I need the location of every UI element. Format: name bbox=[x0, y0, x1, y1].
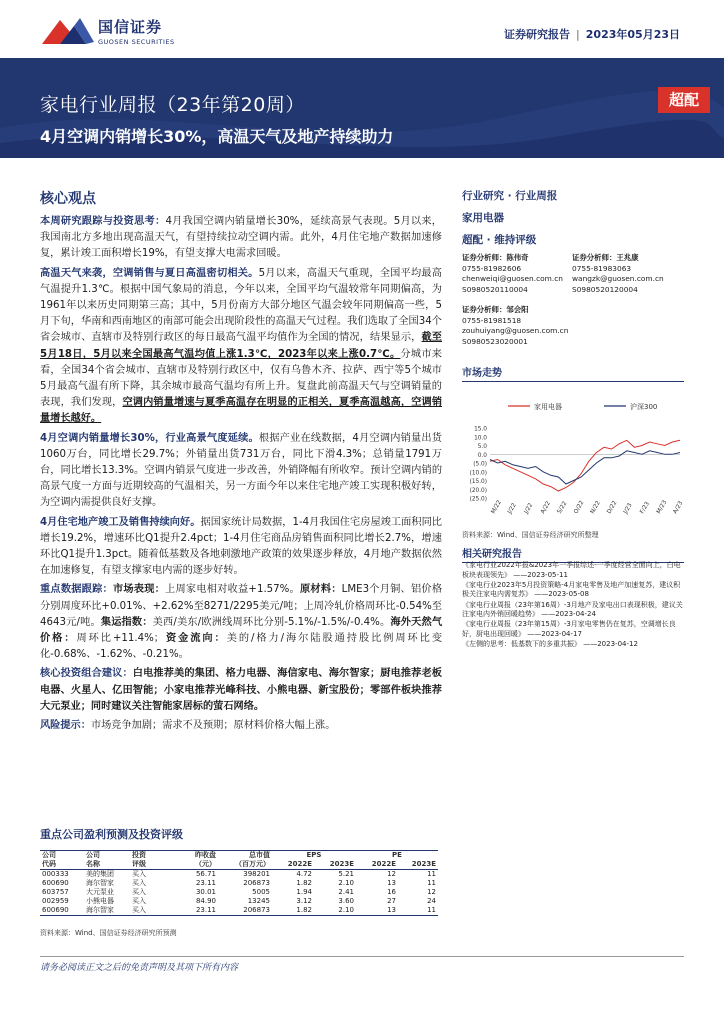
analyst-cert: S0980520110004 bbox=[462, 284, 528, 294]
col-price-header: （元） bbox=[172, 860, 218, 870]
paragraph-head: 核心投资组合建议： bbox=[40, 668, 133, 680]
cell-name: 大元泵业 bbox=[86, 888, 114, 896]
x-tick-label: J/22 bbox=[507, 502, 518, 515]
x-tick-label: A/22 bbox=[540, 500, 553, 515]
analyst-cert: S0980523020001 bbox=[462, 336, 528, 346]
col-rating-header: 投资 bbox=[130, 851, 172, 861]
y-tick-label: (20.0) bbox=[469, 487, 487, 494]
analyst-phone: 0755-81982606 bbox=[462, 263, 522, 273]
paragraph-underline: 空调内销量增速与夏季高温存在明显的正相关，夏季高温越高，空调销量增长越好。 bbox=[40, 397, 443, 425]
cell-name: 海尔智家 bbox=[84, 906, 130, 916]
cell-eps23: 2.41 bbox=[338, 888, 354, 896]
cell-eps23: 5.21 bbox=[338, 870, 354, 878]
paragraph-body: 5月以来，高温天气重现，全国平均最高气温提升1.3℃。根据中国气象局的消息，今年以来，全国平均气温较常年同期偏高，为1961年以来历史同期第三高；其中，5月份南方大部分地区气温会较年同期偏高一些，5月下旬，华南和西南地区的南部可能会出现阶段性的高温天气过程。我们选取了全国34个省会城市、直辖市及特别行政区的每日最高气温平均值作为全国的情况，结果显示， bbox=[40, 267, 442, 344]
text-gas: 周环比+11.4%； bbox=[76, 633, 164, 645]
col-mcap-header: （百万元） bbox=[218, 860, 272, 870]
paragraph-head: 4月空调内销量增长30%，行业高景气度延续。 bbox=[40, 432, 259, 444]
cell-price: 84.90 bbox=[195, 897, 216, 905]
forecast-table-title: 重点公司盈利预测及投资评级 bbox=[40, 828, 183, 841]
title-banner bbox=[0, 58, 724, 158]
paragraph-real-estate bbox=[40, 515, 442, 580]
sidebar-category: 行业研究 · 行业周报 bbox=[462, 190, 558, 202]
rating-tag: 超配 bbox=[658, 87, 710, 113]
cell-name: 小熊电器 bbox=[86, 897, 114, 905]
footer-divider bbox=[40, 956, 684, 957]
analyst-name: 陈伟奇 bbox=[506, 253, 529, 262]
cell-code: 600690 bbox=[42, 879, 69, 887]
cell-eps22: 1.82 bbox=[272, 906, 314, 916]
col-pe-2023-header: 2023E bbox=[398, 860, 438, 870]
paragraph-body: 分城市来看，全国34个省会城市、直辖市及特别行政区中，仅有乌鲁木齐、拉萨、西宁等5个城市5月最高气温有所下降，其余城市最高气温均有所上升。复盘此前高温天气与空调销量的表现，我们发现， bbox=[40, 348, 442, 409]
related-report-item: 《家电行业2023年5月投资策略-4月家电零售及地产加速复苏，建议积极关注家电内需复苏》 ——2023-05-08 bbox=[462, 580, 681, 599]
col-eps-header: EPS bbox=[272, 851, 356, 861]
analyst-email: wangzk@guosen.com.cn bbox=[572, 274, 664, 284]
paragraph-body: 据国家统计局数据，1-4月我国住宅房屋竣工面积同比增长19.2%，增速环比Q1提升2.4pct；1-4月住宅商品房销售面积同比增长2.7%，增速环比Q1提升1.3pct。随着低基数及各地刺激地产政策的效果逐步释放，4月地产数据依然在加速修复，有望支撑家电内需的逐步好转。 bbox=[40, 516, 442, 577]
paragraph-body: 根据产业在线数据，4月空调内销量出货1060万台，同比增长29.7%；外销量出货731万台，同比下滑4.3%；总销量1791万台，同比增长13.3%。空调内销景气度进一步改善，外销降幅有所收窄。预计空调内销的高景气度一方面与近期较高的气温相关，另一方面今年以来住宅地产竣工实现积极好转，为空调内需提供良好支撑。 bbox=[40, 432, 442, 509]
table-row bbox=[40, 897, 438, 906]
col-code-header: 代码 bbox=[40, 860, 84, 870]
paragraph-body: 白电推荐美的集团、格力电器、海信家电、海尔智家；厨电推荐老板电器、火星人、亿田智能；小家电推荐光峰科技、小熊电器、新宝股份；零部件板块推荐大元泵业；同时建议关注智能家居标的萤石网络。 bbox=[40, 668, 442, 712]
core-views bbox=[40, 188, 442, 737]
col-pe-header: PE bbox=[356, 851, 438, 861]
cell-mcap: 206873 bbox=[218, 906, 272, 916]
report-subtitle: 4月空调内销增长30%，高温天气及地产持续助力 bbox=[40, 127, 394, 146]
related-report-item: 《家电行业2022年报&2023年一季报综述-一季度经营全面向上，白电板块表现领先》 ——2023-05-11 bbox=[462, 561, 681, 579]
cell-pe23: 24 bbox=[427, 897, 436, 905]
x-tick-label: D/22 bbox=[606, 500, 619, 515]
analyst-cert: S0980520120004 bbox=[572, 284, 638, 294]
cell-name: 海尔智家 bbox=[86, 879, 114, 887]
y-tick-label: 5.0 bbox=[477, 444, 487, 450]
paragraph-body: 市场竞争加剧；需求不及预期；原材料价格大幅上涨。 bbox=[90, 720, 336, 732]
text-fund: 美的/格力/海尔陆股通持股比例周环比变化-0.68%、-1.62%、-0.21%。 bbox=[40, 633, 443, 661]
cell-rating: 买入 bbox=[132, 897, 146, 905]
paragraph-head: 高温天气来袭，空调销售与夏日高温密切相关。 bbox=[40, 267, 259, 279]
logo-cn-text: 国信证券 bbox=[98, 18, 163, 36]
y-tick-label: (10.0) bbox=[469, 470, 487, 477]
guosen-logo bbox=[40, 14, 190, 54]
report-date: 2023年05月23日 bbox=[585, 28, 680, 41]
table-header-row bbox=[40, 851, 438, 861]
paragraph-weekly-research bbox=[40, 214, 442, 263]
cell-pe23: 11 bbox=[398, 906, 438, 916]
analyst-phone: 0755-81983063 bbox=[572, 263, 632, 273]
paragraph-high-temperature bbox=[40, 266, 442, 428]
col-pe-2022-header: 2022E bbox=[356, 860, 398, 870]
cell-pe23: 11 bbox=[427, 870, 436, 878]
paragraph-key-data bbox=[40, 582, 442, 663]
analyst-phone: 0755-81981518 bbox=[462, 315, 522, 325]
sidebar bbox=[462, 188, 684, 254]
analyst-email: zouhuiyang@guosen.com.cn bbox=[462, 326, 569, 336]
paragraph-head: 本周研究跟踪与投资思考： bbox=[40, 216, 166, 227]
cell-pe22: 13 bbox=[356, 906, 398, 916]
cell-mcap: 398201 bbox=[243, 870, 270, 878]
paragraph-head: 4月住宅地产竣工及销售持续向好。 bbox=[40, 516, 201, 528]
y-tick-label: 10.0 bbox=[474, 435, 487, 442]
paragraph-head: 风险提示： bbox=[40, 720, 91, 732]
col-price-header: 昨收盘 bbox=[172, 851, 218, 861]
logo-mark-icon bbox=[40, 16, 96, 46]
col-mcap-header: 总市值 bbox=[218, 851, 272, 861]
analyst-name: 王兆康 bbox=[616, 253, 639, 262]
cell-eps22: 1.82 bbox=[296, 879, 312, 887]
cell-rating: 买入 bbox=[132, 879, 146, 887]
analyst-title: 证券分析师： bbox=[462, 305, 507, 314]
cell-name: 美的集团 bbox=[86, 870, 114, 878]
label-ship: 集运指数： bbox=[100, 616, 153, 628]
market-trend-chart bbox=[462, 394, 684, 522]
legend-label: 家用电器 bbox=[534, 403, 562, 411]
cell-price: 23.11 bbox=[195, 879, 216, 887]
analyst-card bbox=[462, 305, 574, 347]
cell-eps23: 3.60 bbox=[338, 897, 354, 905]
related-reports-title: 相关研究报告 bbox=[462, 545, 684, 563]
forecast-table-body bbox=[40, 870, 438, 916]
cell-rating: 买入 bbox=[130, 906, 172, 916]
meta-separator: | bbox=[576, 28, 580, 41]
y-tick-label: 15.0 bbox=[474, 426, 487, 433]
paragraph-body: 4月我国空调内销量增长30%，延续高景气表现。5月以来，我国南北方多地出现高温天气，有望持续拉动空调内需。此外，4月住宅地产数据加速修复，累计竣工面积增长19%，有望支撑大电需求回暖。 bbox=[40, 216, 442, 260]
label-fund: 资金流向： bbox=[163, 633, 227, 645]
core-views-title: 核心观点 bbox=[40, 191, 96, 207]
x-tick-label: A/23 bbox=[672, 500, 684, 515]
table-row bbox=[40, 888, 438, 897]
x-tick-label: M/22 bbox=[490, 499, 503, 515]
y-tick-label: (5.0) bbox=[473, 461, 487, 468]
top-bar bbox=[0, 0, 724, 58]
paragraph-head: 重点数据跟踪： bbox=[40, 584, 113, 596]
logo-en-text: GUOSEN SECURITIES bbox=[98, 38, 175, 46]
y-tick-label: (15.0) bbox=[469, 479, 487, 485]
analyst-card bbox=[462, 253, 574, 295]
related-report-item: 《左侧的思考：低基数下的多重共振》 ——2023-04-12 bbox=[462, 640, 638, 649]
analyst-title: 证券分析师： bbox=[572, 253, 617, 262]
cell-pe23: 12 bbox=[427, 888, 436, 896]
x-tick-label: O/22 bbox=[573, 499, 586, 515]
legend-label: 沪深300 bbox=[630, 403, 658, 411]
sidebar-industry: 家用电器 bbox=[462, 212, 504, 224]
col-name-header: 名称 bbox=[84, 860, 130, 870]
related-reports-list bbox=[462, 561, 684, 650]
cell-eps22: 1.94 bbox=[296, 888, 312, 896]
cell-price: 30.01 bbox=[195, 888, 216, 896]
cell-pe22: 12 bbox=[387, 870, 396, 878]
cell-price: 56.71 bbox=[195, 870, 216, 878]
cell-pe23: 11 bbox=[427, 879, 436, 887]
cell-mcap: 13245 bbox=[247, 897, 270, 905]
x-tick-label: S/22 bbox=[556, 500, 569, 515]
footer-disclaimer: 请务必阅读正文之后的免责声明及其项下所有内容 bbox=[40, 963, 239, 973]
sidebar-rating: 超配 · 维持评级 bbox=[462, 234, 537, 246]
report-title: 家电行业周报（23年第20周） bbox=[40, 94, 305, 116]
cell-eps23: 2.10 bbox=[314, 906, 356, 916]
cell-mcap: 5005 bbox=[252, 888, 270, 896]
col-rating-header: 评级 bbox=[130, 860, 172, 870]
cell-pe22: 13 bbox=[387, 879, 396, 887]
cell-pe22: 27 bbox=[387, 897, 396, 905]
x-tick-label: J/23 bbox=[622, 502, 634, 515]
cell-code: 002959 bbox=[42, 897, 69, 905]
analyst-name: 邹会阳 bbox=[506, 305, 529, 314]
col-eps-2022-header: 2022E bbox=[272, 860, 314, 870]
related-report-item: 《家电行业周报（23年第16周）-3月地产及家电出口表现积极，建议关注家电内外销回暖趋势》 ——2023-04-24 bbox=[462, 600, 683, 619]
label-raw: 原材料： bbox=[299, 584, 342, 596]
cell-rating: 买入 bbox=[132, 888, 146, 896]
cell-code: 603757 bbox=[42, 888, 69, 896]
x-tick-label: M/23 bbox=[655, 499, 669, 515]
table-row bbox=[40, 870, 438, 880]
cell-eps22: 3.12 bbox=[296, 897, 312, 905]
report-meta bbox=[504, 26, 680, 42]
analyst-card bbox=[572, 253, 684, 295]
cell-mcap: 206873 bbox=[243, 879, 270, 887]
label-market: 市场表现： bbox=[112, 584, 166, 596]
col-code-header: 公司 bbox=[40, 851, 84, 861]
x-tick-label: F/23 bbox=[639, 501, 651, 515]
cell-code: 000333 bbox=[42, 870, 69, 878]
paragraph-ac-domestic-sales bbox=[40, 431, 442, 512]
table-row bbox=[40, 906, 438, 916]
x-tick-label: J/22 bbox=[523, 502, 535, 515]
table-header-row bbox=[40, 860, 438, 870]
report-type: 证券研究报告 bbox=[504, 28, 571, 41]
forecast-table bbox=[40, 850, 438, 916]
chart-source: 资料来源：Wind、国信证券经济研究所整理 bbox=[462, 531, 599, 539]
table-row bbox=[40, 879, 438, 888]
analyst-email: chenweiqi@guosen.com.cn bbox=[462, 274, 563, 284]
y-tick-label: (25.0) bbox=[469, 496, 487, 503]
cell-price: 23.11 bbox=[172, 906, 218, 916]
cell-eps23: 2.10 bbox=[338, 879, 354, 887]
y-tick-label: 0.0 bbox=[477, 452, 487, 459]
cell-rating: 买入 bbox=[132, 870, 146, 878]
cell-code: 600690 bbox=[40, 906, 84, 916]
col-name-header: 公司 bbox=[84, 851, 130, 861]
label-gas: 海外天然气价格： bbox=[40, 616, 443, 645]
paragraph-risk bbox=[40, 718, 442, 734]
paragraph-portfolio bbox=[40, 666, 442, 715]
text-market: 上周家电相对收益+1.57%。 bbox=[165, 584, 300, 596]
related-report-item: 《家电行业周报（23年第15周）-3月家电零售仍在复苏，空调增长良好，厨电出现回暖》 ——2023-04-17 bbox=[462, 620, 676, 638]
col-eps-2023-header: 2023E bbox=[314, 860, 356, 870]
market-trend-title: 市场走势 bbox=[462, 364, 684, 382]
analyst-title: 证券分析师： bbox=[462, 253, 507, 262]
text-raw: LME3个月铜、铝价格分别周度环比+0.01%、+2.62%至8271/2295美元/吨；上周冷轧价格周环比-0.54%至4643元/吨。 bbox=[40, 584, 443, 628]
paragraph-underline: 截至5月18日，5月以来全国最高气温均值上涨1.3℃，2023年以来上涨0.7℃。 bbox=[40, 332, 442, 360]
x-tick-label: N/22 bbox=[589, 500, 602, 515]
cell-pe22: 16 bbox=[387, 888, 396, 896]
cell-eps22: 4.72 bbox=[296, 870, 312, 878]
forecast-source: 资料来源：Wind、国信证券经济研究所预测 bbox=[40, 929, 177, 937]
text-ship: 美西/美东/欧洲线周环比分别-5.1%/-1.5%/-0.4%。 bbox=[152, 616, 391, 628]
